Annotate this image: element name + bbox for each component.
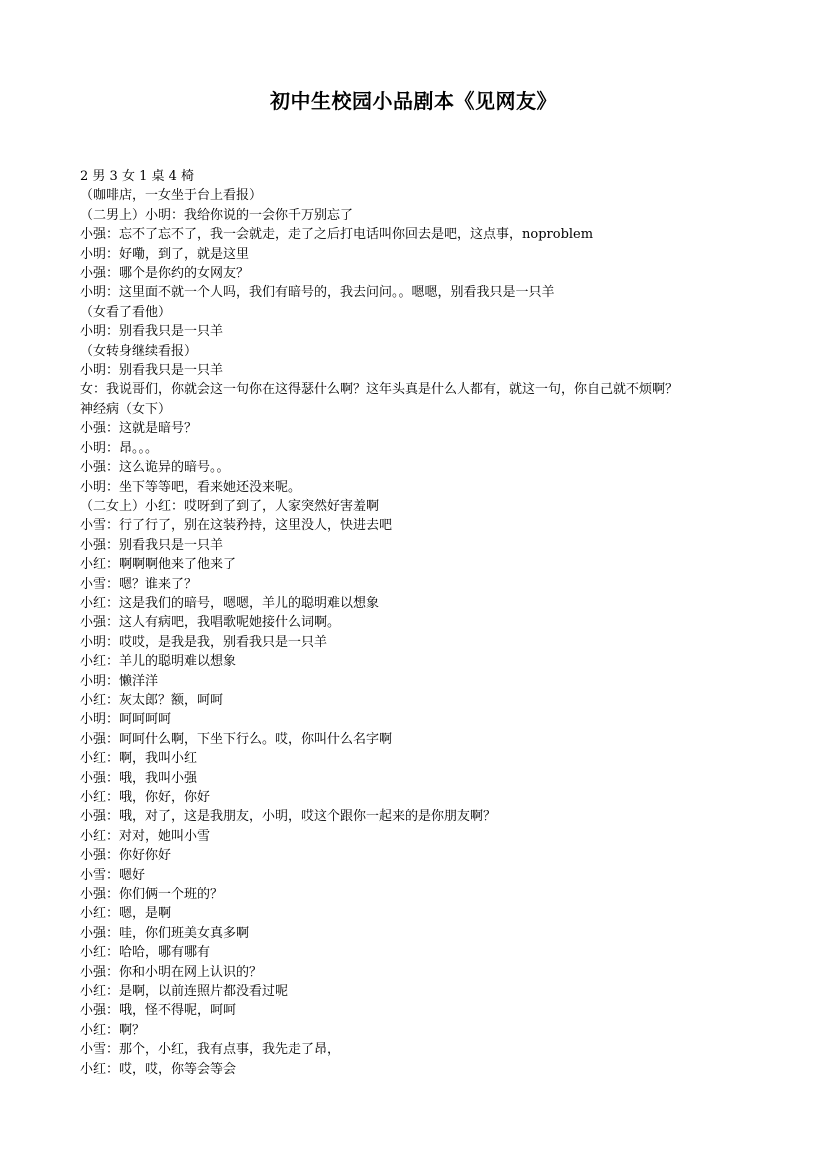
script-line: 小明：坐下等等吧，看来她还没来呢。 <box>80 479 302 495</box>
script-line: （咖啡店，一女坐于台上看报） <box>80 188 263 204</box>
script-line: 小强：呵呵什么啊，下坐下行么。哎，你叫什么名字啊 <box>80 731 393 747</box>
script-line: 小红：啊啊啊他来了他来了 <box>80 557 237 573</box>
script-line: 小红：羊儿的聪明难以想象 <box>80 654 237 670</box>
script-line: 2 男 3 女 1 桌 4 椅 <box>80 169 195 184</box>
script-line: 小明：别看我只是一只羊 <box>80 363 224 379</box>
script-line: 小强：这人有病吧，我唱歌呢她接什么词啊。 <box>80 615 341 631</box>
script-line: 小雪：嗯好 <box>80 867 146 883</box>
script-line: 小强：哪个是你约的女网友？ <box>80 266 250 282</box>
script-line: 小明：别看我只是一只羊 <box>80 324 224 340</box>
script-line: 小明：昂。。。 <box>80 440 159 456</box>
script-line: 小红：是啊，以前连照片都没看过呢 <box>80 984 289 1000</box>
script-line: 小明：这里面不就一个人吗，我们有暗号的，我去问问。。嗯嗯，别看我只是一只羊 <box>80 285 555 301</box>
script-body <box>80 167 760 1079</box>
script-line: 小雪：嗯？谁来了？ <box>80 576 198 592</box>
script-line: 小强：这就是暗号？ <box>80 421 198 437</box>
script-line: 小雪：行了行了，别在这装矜持，这里没人，快进去吧 <box>80 518 393 534</box>
script-line: 小明：哎哎，是我是我，别看我只是一只羊 <box>80 634 328 650</box>
script-line: 小明：好嘞，到了，就是这里 <box>80 246 250 262</box>
script-line: 小红：哎，哎，你等会等会 <box>80 1061 237 1077</box>
script-line: 小红：哦，你好，你好 <box>80 790 211 805</box>
script-line: （二女上）小红：哎呀到了到了，人家突然好害羞啊 <box>80 498 380 514</box>
script-line: 小红：这是我们的暗号，嗯嗯，羊儿的聪明难以想象 <box>80 595 380 611</box>
script-line: 小强：你和小明在网上认识的？ <box>80 964 263 980</box>
script-line: 小强：别看我只是一只羊 <box>80 537 224 553</box>
script-line: 小明：懒洋洋 <box>80 673 159 689</box>
script-line: 小红：啊？ <box>80 1022 146 1038</box>
script-line: 小强：你好你好 <box>80 848 172 864</box>
script-line: 小红：嗯，是啊 <box>80 906 172 922</box>
script-line: 小强：忘不了忘不了，我一会就走，走了之后打电话叫你回去是吧，这点事，noproblem <box>80 227 594 243</box>
script-line: 小红：啊，我叫小红 <box>80 751 198 767</box>
script-line: （女转身继续看报） <box>80 343 198 359</box>
script-line: （女看了看他） <box>80 304 172 320</box>
script-line: 小强：哦，对了，这是我朋友，小明，哎这个跟你一起来的是你朋友啊？ <box>80 809 497 825</box>
script-line: 神经病（女下） <box>80 401 172 417</box>
document-title: 初中生校园小品剧本《见网友》 <box>270 89 557 113</box>
script-line: 小红：灰太郎？额，呵呵 <box>80 692 224 708</box>
script-line: 小红：哈哈，哪有哪有 <box>80 945 211 961</box>
script-line: 女：我说哥们，你就会这一句你在这得瑟什么啊？这年头真是什么人都有，就这一句，你自己就不烦啊？ <box>80 382 679 398</box>
script-line: 小强：哇，你们班美女真多啊 <box>80 925 250 941</box>
script-line: 小明：呵呵呵呵 <box>80 712 172 728</box>
script-line: （二男上）小明：我给你说的一会你千万别忘了 <box>80 207 354 223</box>
script-line: 小强：这么诡异的暗号。。 <box>80 460 230 476</box>
script-line: 小雪：那个，小红，我有点事，我先走了昂， <box>80 1042 341 1058</box>
script-line: 小强：你们俩一个班的？ <box>80 887 224 903</box>
script-line: 小强：哦，怪不得呢，呵呵 <box>80 1003 237 1019</box>
script-line: 小红：对对，她叫小雪 <box>80 828 211 844</box>
script-line: 小强：哦，我叫小强 <box>80 770 198 786</box>
